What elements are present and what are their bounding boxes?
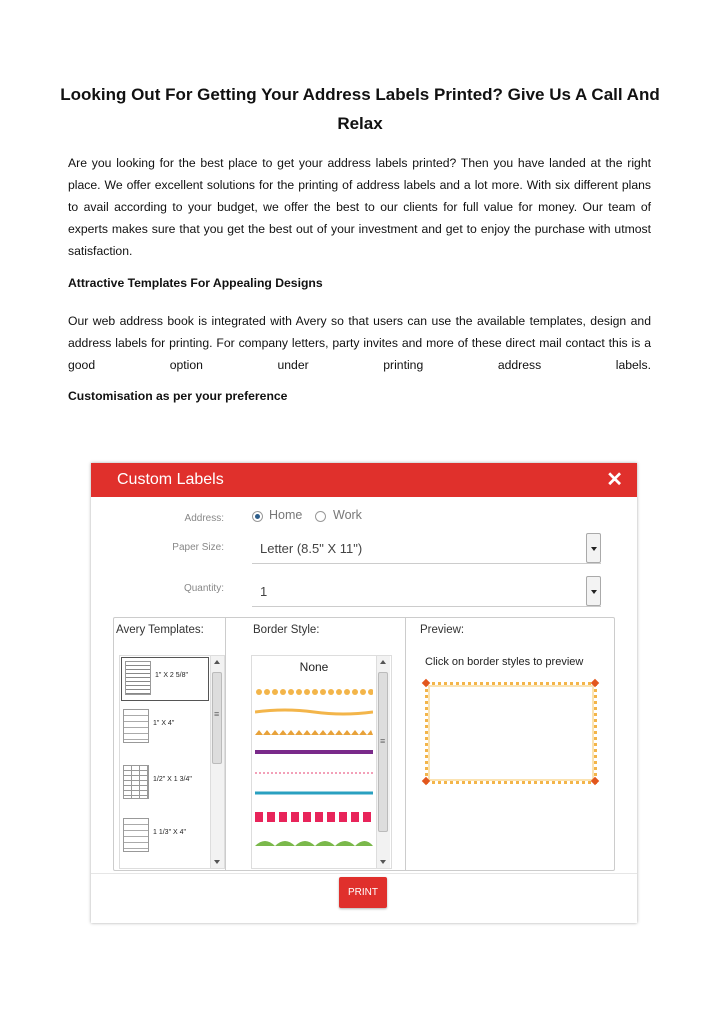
preview-hint: Click on border styles to preview [425,656,584,668]
print-button[interactable]: PRINT [339,877,387,908]
template-item[interactable] [120,762,210,806]
custom-labels-dialog [91,463,637,923]
radio-work[interactable] [315,511,326,522]
border-heading: Border Style: [253,624,320,636]
options-panels [113,617,615,871]
intro-paragraph: Are you looking for the best place to get your address labels printed? Then you have landed at the right place. We offer excellent solutions for the printing of address labels and a lot more. With six different plans to avail according to your budget, we offer the best to our clients for full value for money. Our team of experts makes sure that you get the best out of your investment and get to enjoy the purchase with utmost satisfaction. [68,156,651,258]
border-option-pink-dots[interactable] [255,770,373,776]
quantity-value: 1 [260,584,268,599]
border-option-swirl[interactable] [255,708,373,716]
border-option-none[interactable]: None [299,660,329,674]
template-label: 1/2" X 1 3/4" [153,776,192,783]
border-style-list[interactable] [251,655,392,869]
dialog-title: Custom Labels [117,471,224,488]
close-icon[interactable]: ✕ [606,469,623,491]
templates-paragraph: Our web address book is integrated with Avery so that users can use the available templates, design and address labels for printing. For company letters, party invites and more of these direct mail contact this is a good option under printing address labels. [68,314,651,372]
paper-size-value: Letter (8.5" X 11") [260,541,363,556]
radio-home[interactable] [252,511,263,522]
quantity-label: Quantity: [183,583,224,594]
border-option-dots[interactable] [255,686,373,698]
border-scrollbar[interactable] [376,656,390,868]
label-sheet-icon [125,661,151,695]
dialog-header [91,463,637,497]
label-sheet-icon [123,709,149,743]
template-label: 1" X 2 5/8" [155,672,188,679]
chevron-down-icon[interactable] [586,533,601,563]
section-heading-customisation: Customisation as per your preference [68,389,288,403]
radio-home-label: Home [269,508,303,522]
template-label: 1 1/3" X 4" [153,829,186,836]
border-option-pink-blocks[interactable] [255,811,373,823]
templates-heading: Avery Templates: [116,624,204,636]
template-item[interactable] [120,815,210,859]
preview-heading: Preview: [420,624,465,636]
page-title: Looking Out For Getting Your Address Labels Printed? Give Us A Call And Relax [60,85,660,133]
template-item[interactable] [120,706,210,750]
quantity-select[interactable] [252,576,601,607]
templates-scrollbar[interactable] [210,656,224,868]
template-label: 1" X 4" [153,720,175,727]
radio-work-label: Work [333,508,362,522]
label-preview [425,682,597,784]
border-option-purple[interactable] [255,748,373,756]
border-option-leaves[interactable] [255,836,373,846]
template-item[interactable] [121,657,209,701]
border-option-teal[interactable] [255,790,373,796]
label-sheet-icon [123,818,149,852]
address-label: Address: [184,513,224,524]
border-option-triangles[interactable] [255,728,373,736]
templates-list[interactable] [119,655,225,869]
paper-size-label: Paper Size: [172,542,224,553]
chevron-down-icon[interactable] [586,576,601,606]
label-sheet-icon [123,765,149,799]
paper-size-select[interactable] [252,533,601,564]
section-heading-templates: Attractive Templates For Appealing Designs [68,276,323,290]
